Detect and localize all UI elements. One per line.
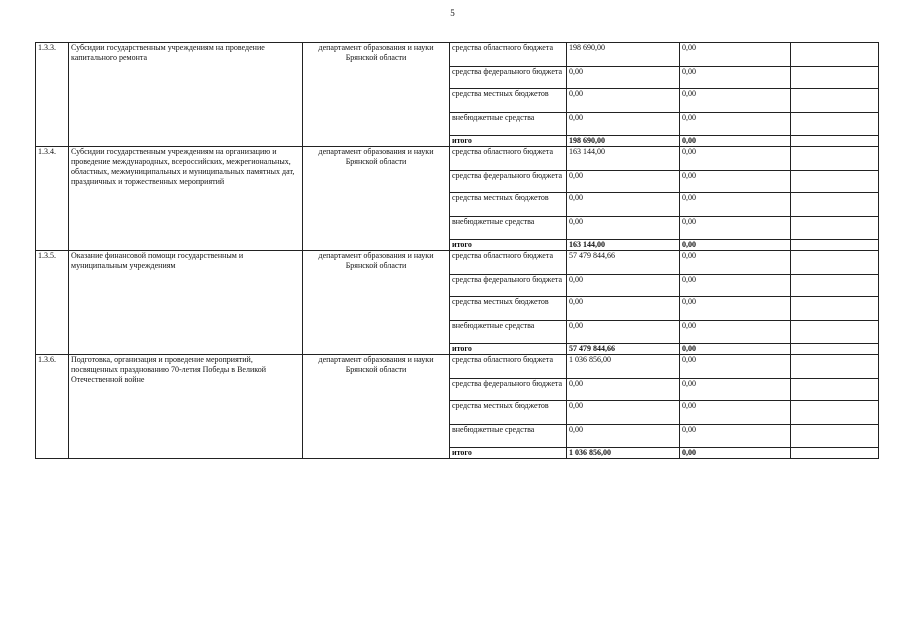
- amount: 163 144,00: [567, 147, 680, 171]
- empty-cell: [791, 67, 879, 89]
- amount: 198 690,00: [567, 136, 680, 147]
- amount: 198 690,00: [567, 43, 680, 67]
- amount: 0,00: [567, 67, 680, 89]
- funding-source: внебюджетные средства: [450, 113, 567, 136]
- empty-cell: [791, 321, 879, 344]
- extra-amount: 0,00: [680, 425, 791, 448]
- amount: 0,00: [567, 379, 680, 401]
- extra-amount: 0,00: [680, 448, 791, 459]
- item-number: 1.3.4.: [36, 147, 69, 251]
- funding-source: средства федерального бюджета: [450, 171, 567, 193]
- empty-cell: [791, 240, 879, 251]
- amount: 0,00: [567, 297, 680, 321]
- funding-source: средства федерального бюджета: [450, 379, 567, 401]
- funding-source: средства местных бюджетов: [450, 89, 567, 113]
- funding-source: внебюджетные средства: [450, 321, 567, 344]
- table-row: [36, 251, 879, 275]
- funding-source: итого: [450, 344, 567, 355]
- item-department: департамент образования и науки Брянской области: [303, 355, 450, 459]
- item-department: департамент образования и науки Брянской области: [303, 251, 450, 355]
- amount: 0,00: [567, 217, 680, 240]
- funding-source: итого: [450, 448, 567, 459]
- extra-amount: 0,00: [680, 321, 791, 344]
- amount: 0,00: [567, 113, 680, 136]
- extra-amount: 0,00: [680, 171, 791, 193]
- amount: 0,00: [567, 401, 680, 425]
- extra-amount: 0,00: [680, 297, 791, 321]
- empty-cell: [791, 89, 879, 113]
- empty-cell: [791, 136, 879, 147]
- empty-cell: [791, 113, 879, 136]
- funding-source: средства федерального бюджета: [450, 67, 567, 89]
- extra-amount: 0,00: [680, 401, 791, 425]
- amount: 1 036 856,00: [567, 355, 680, 379]
- funding-source: средства областного бюджета: [450, 43, 567, 67]
- empty-cell: [791, 379, 879, 401]
- amount: 0,00: [567, 321, 680, 344]
- amount: 57 479 844,66: [567, 344, 680, 355]
- extra-amount: 0,00: [680, 275, 791, 297]
- extra-amount: 0,00: [680, 43, 791, 67]
- amount: 0,00: [567, 193, 680, 217]
- funding-source: средства областного бюджета: [450, 355, 567, 379]
- table-row: [36, 355, 879, 379]
- amount: 0,00: [567, 425, 680, 448]
- extra-amount: 0,00: [680, 193, 791, 217]
- amount: 57 479 844,66: [567, 251, 680, 275]
- funding-source: средства местных бюджетов: [450, 193, 567, 217]
- amount: 0,00: [567, 89, 680, 113]
- item-title: Субсидии государственным учреждениям на проведение капитального ремонта: [69, 43, 303, 147]
- extra-amount: 0,00: [680, 147, 791, 171]
- extra-amount: 0,00: [680, 344, 791, 355]
- empty-cell: [791, 425, 879, 448]
- empty-cell: [791, 43, 879, 67]
- empty-cell: [791, 401, 879, 425]
- extra-amount: 0,00: [680, 355, 791, 379]
- item-title: Оказание финансовой помощи государственным и муниципальным учреждениям: [69, 251, 303, 355]
- funding-source: итого: [450, 136, 567, 147]
- table-row: [36, 147, 879, 171]
- item-title: Субсидии государственным учреждениям на организацию и проведение международных, всероссийских, межрегиональных, областных, межмуниципальных и муниципальных памятных дат, праздничных и торжественных мероприятий: [69, 147, 303, 251]
- empty-cell: [791, 448, 879, 459]
- item-department: департамент образования и науки Брянской области: [303, 43, 450, 147]
- empty-cell: [791, 355, 879, 379]
- empty-cell: [791, 275, 879, 297]
- item-number: 1.3.6.: [36, 355, 69, 459]
- funding-source: средства местных бюджетов: [450, 297, 567, 321]
- extra-amount: 0,00: [680, 379, 791, 401]
- empty-cell: [791, 171, 879, 193]
- amount: 1 036 856,00: [567, 448, 680, 459]
- table-row: [36, 43, 879, 67]
- extra-amount: 0,00: [680, 89, 791, 113]
- item-number: 1.3.5.: [36, 251, 69, 355]
- extra-amount: 0,00: [680, 113, 791, 136]
- funding-source: средства областного бюджета: [450, 147, 567, 171]
- page-number: 5: [450, 8, 455, 18]
- empty-cell: [791, 147, 879, 171]
- funding-source: средства областного бюджета: [450, 251, 567, 275]
- amount: 0,00: [567, 275, 680, 297]
- extra-amount: 0,00: [680, 240, 791, 251]
- item-department: департамент образования и науки Брянской области: [303, 147, 450, 251]
- amount: 163 144,00: [567, 240, 680, 251]
- empty-cell: [791, 193, 879, 217]
- empty-cell: [791, 217, 879, 240]
- extra-amount: 0,00: [680, 67, 791, 89]
- extra-amount: 0,00: [680, 217, 791, 240]
- funding-source: внебюджетные средства: [450, 217, 567, 240]
- funding-source: итого: [450, 240, 567, 251]
- funding-source: внебюджетные средства: [450, 425, 567, 448]
- empty-cell: [791, 297, 879, 321]
- extra-amount: 0,00: [680, 136, 791, 147]
- funding-source: средства местных бюджетов: [450, 401, 567, 425]
- funding-source: средства федерального бюджета: [450, 275, 567, 297]
- budget-table: [35, 42, 879, 459]
- empty-cell: [791, 344, 879, 355]
- amount: 0,00: [567, 171, 680, 193]
- empty-cell: [791, 251, 879, 275]
- item-number: 1.3.3.: [36, 43, 69, 147]
- extra-amount: 0,00: [680, 251, 791, 275]
- item-title: Подготовка, организация и проведение мероприятий, посвященных празднованию 70-летия Победы в Великой Отечественной войне: [69, 355, 303, 459]
